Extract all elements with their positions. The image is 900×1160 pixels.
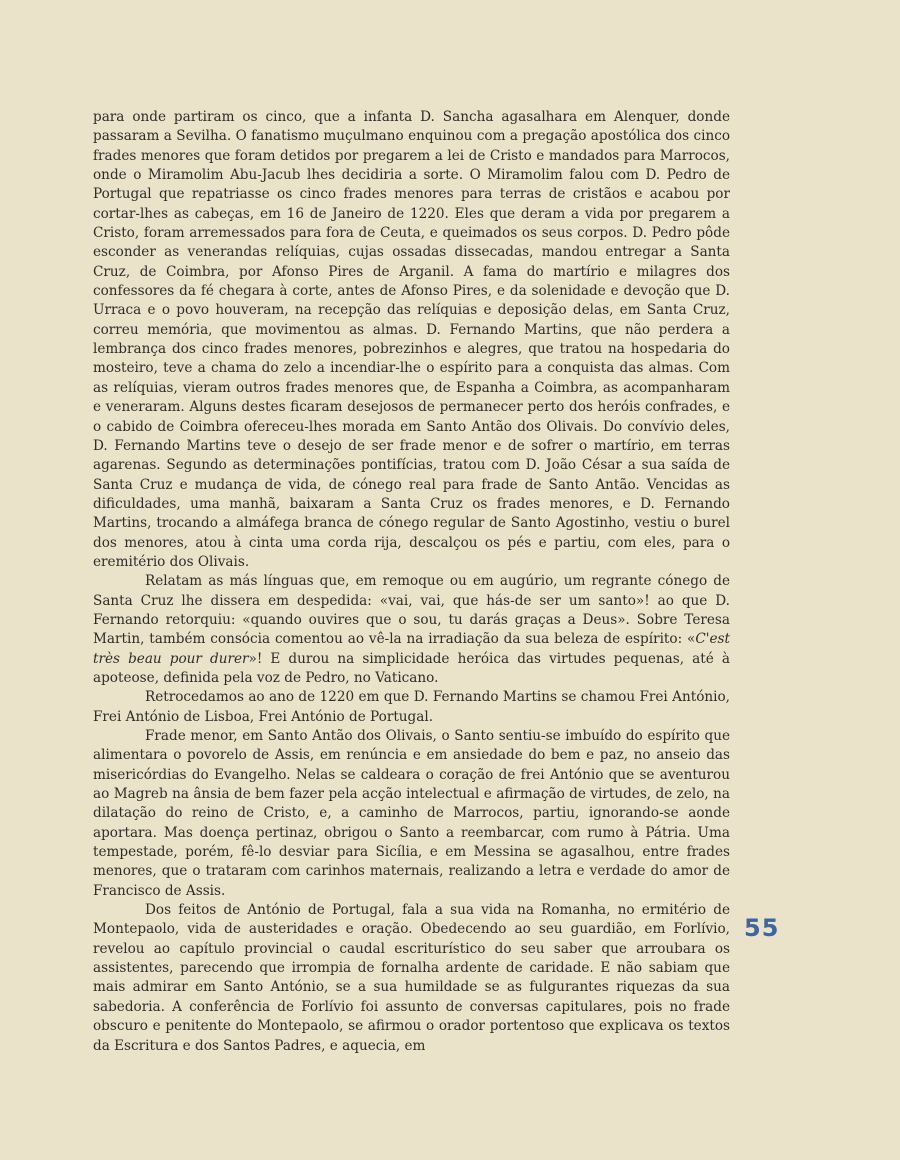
paragraph-1: para onde partiram os cinco, que a infanta D. Sancha agasalhara em Alenquer, donde passaram a Sevilha. O fanatismo muçulmano enquinou com a pregação apostólica dos cinco frades menores que foram detidos por pregarem a lei de Cristo e mandados para Marrocos, onde o Miramolim Abu-Jacub lhes decidiria a sorte. O Miramolim falou com D. Pedro de Portugal que repatriasse os cinco frades menores para terras de cristãos e acabou por cortar-lhes as cabeças, em 16 de Janeiro de 1220. Eles que deram a vida por pregarem a Cristo, foram arremessados para fora de Ceuta, e queimados os seus corpos. D. Pedro pôde esconder as venerandas relíquias, cujas ossadas dissecadas, mandou entregar a Santa Cruz, de Coimbra, por Afonso Pires de Arganil. A fama do martírio e milagres dos confessores da fé chegara à corte, antes de Afonso Pires, e da solenidade e devoção que D. Urraca e o povo houveram, na recepção das relíquias e deposição delas, em Santa Cruz, correu memória, que movimentou as almas. D. Fernando Martins, que não perdera a lembrança dos cinco frades menores, pobrezinhos e alegres, que tratou na hospedaria do mosteiro, teve a chama do zelo a incendiar-lhe o espírito para a conquista das almas. Com as relíquias, vieram outros frades menores que, de Espanha a Coimbra, as acompanharam e veneraram. Alguns destes ficaram desejosos de permanecer perto dos heróis confrades, e o cabido de Coimbra ofereceu-lhes morada em Santo Antão dos Olivais. Do convívio deles, D. Fernando Martins teve o desejo de ser frade menor e de sofrer o martírio, em terras agarenas. Segundo as determinações pontifícias, tratou com D. João César a sua saída de Santa Cruz e mudança de vida, de cónego real para frade de Santo Antão. Vencidas as dificuldades, uma manhã, baixaram a Santa Cruz os frades menores, e D. Fernando Martins, trocando a almáfega branca de cónego regular de Santo Agostinho, vestiu o burel dos menores, atou à cinta uma corda rija, descalçou os pés e partiu, com eles, para o eremitério dos Olivais. bbox=[93, 109, 730, 570]
paragraph-5: Dos feitos de António de Portugal, fala a sua vida na Romanha, no ermitério de Montepaolo, vida de austeridades e oração. Obedecendo ao seu guardião, em Forlívio, revelou ao capítulo provincial o caudal escriturístico do seu saber que arroubara os assistentes, parecendo que irrompia de fornalha ardente de caridade. E não sabiam que mais admirar em Santo António, se a sua humildade se as fulgurantes riquezas da sua sabedoria. A conferência de Forlívio foi assunto de conversas capitulares, pois no frade obscuro e penitente do Montepaolo, se afirmou o orador portentoso que explicava os textos da Escritura e dos Santos Padres, e aquecia, em bbox=[93, 902, 730, 1054]
paragraph-2 bbox=[93, 572, 730, 688]
page-number: 55 bbox=[744, 914, 780, 942]
paragraph-2-text-after: »! E durou na simplicidade heróica das virtudes pequenas, até à apoteose, definida pela voz de Pedro, no Vaticano. bbox=[93, 650, 730, 686]
paragraph-4: Frade menor, em Santo Antão dos Olivais, o Santo sentiu-se imbuído do espírito que alimentara o povorelo de Assis, em renúncia e em ansiedade do bem e paz, no anseio das misericórdias do Evangelho. Nelas se caldeara o coração de frei António que se aventurou ao Magreb na ânsia de bem fazer pela acção intelectual e afirmação de virtudes, de zelo, na dilatação do reino de Cristo, e, a caminho de Marrocos, partiu, ignorando-se aonde aportara. Mas doença pertinaz, obrigou o Santo a reembarcar, com rumo à Pátria. Uma tempestade, porém, fê-lo desviar para Sicília, e em Messina se agasalhou, entre frades menores, que o trataram com carinhos maternais, realizando a letra e verdade do amor de Francisco de Assis. bbox=[93, 728, 730, 899]
paragraph-2-italic-quote: C'est très beau pour durer bbox=[93, 631, 730, 667]
paragraph-3: Retrocedamos ao ano de 1220 em que D. Fernando Martins se chamou Frei António, Frei António de Lisboa, Frei António de Portugal. bbox=[93, 689, 730, 725]
body-text bbox=[93, 108, 730, 1056]
paragraph-2-text-before: Relatam as más línguas que, em remoque ou em augúrio, um regrante cónego de Santa Cruz lhe dissera em despedida: «vai, vai, que hás-de ser um santo»! ao que D. Fernando retorquiu: «quando ouvires que o sou, tu darás graças a Deus». Sobre Teresa Martin, também consócia comentou ao vê-la na irradiação da sua beleza de espírito: « bbox=[93, 573, 730, 648]
